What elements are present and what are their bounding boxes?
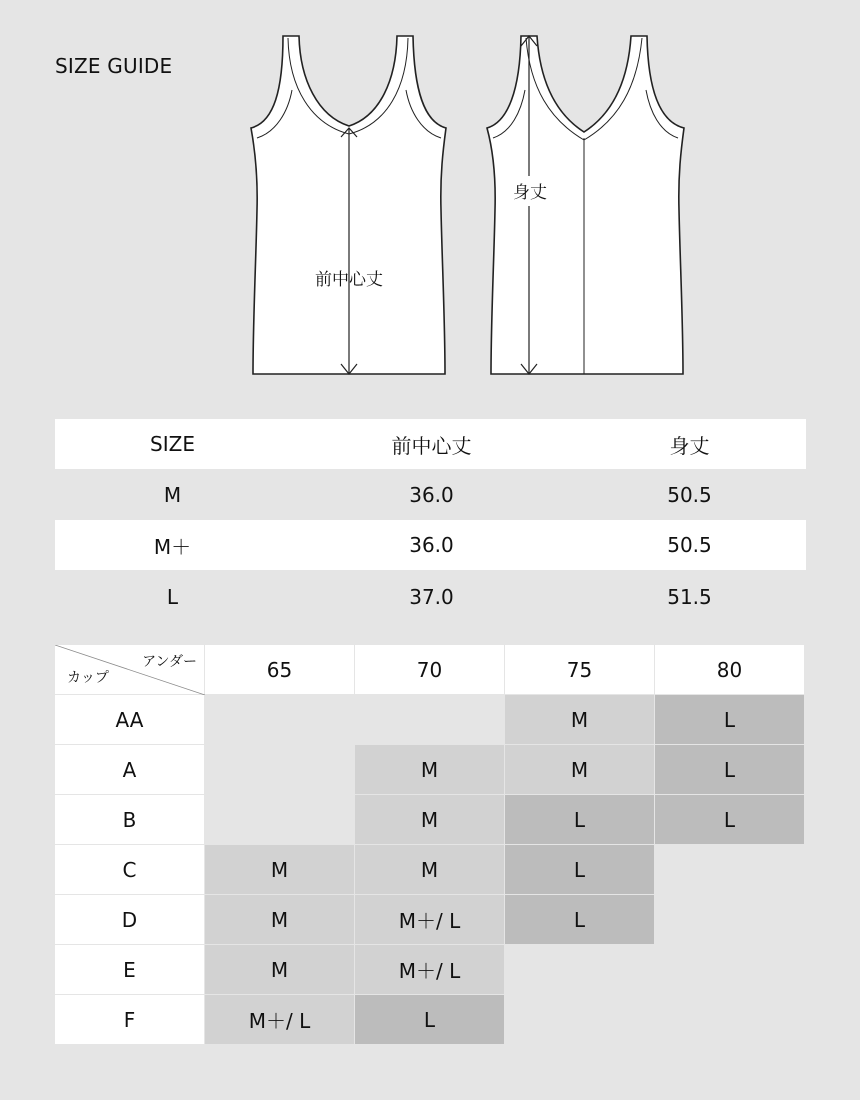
size-cell: M＋ [153,534,192,559]
size-cell: L [166,585,179,609]
grid-cell: L [505,795,655,845]
grid-cell [655,945,805,995]
back-view [487,36,684,374]
column-header: 65 [205,645,355,695]
body-length-cell: 50.5 [667,533,712,557]
cup-row-label: AA [55,695,205,745]
grid-cell: L [355,995,505,1045]
cup-size-grid [55,645,805,1045]
header-body-length: 身丈 [669,433,710,458]
grid-cell: L [505,845,655,895]
cup-row-label: D [55,895,205,945]
cup-row-label: E [55,945,205,995]
back-length-label: 身丈 [513,183,547,203]
front-length-cell: 36.0 [409,482,454,507]
body-length-cell: 50.5 [667,482,712,507]
grid-cell [355,695,505,745]
garment-diagram [0,0,860,400]
cup-row-label: C [55,845,205,895]
cup-label: カップ [67,670,109,686]
grid-cell [655,845,805,895]
underbust-label: アンダー [142,654,197,670]
column-header: 70 [355,645,505,695]
grid-cell: M [505,695,655,745]
size-table [55,419,806,624]
table-row [55,520,806,570]
column-header: 80 [655,645,805,695]
grid-cell: M＋/ L [355,945,505,995]
header-size: SIZE [150,432,195,456]
grid-cell: M [355,745,505,795]
front-length-cell: 36.0 [409,533,454,557]
column-header: 75 [505,645,655,695]
front-length-label: 前中心丈 [315,270,383,290]
grid-cell: L [655,795,805,845]
table-row [55,570,806,624]
size-table-header [55,419,806,469]
grid-cell: M [205,895,355,945]
grid-cell: M [355,795,505,845]
grid-cell: M＋/ L [355,895,505,945]
cup-row-label: B [55,795,205,845]
front-length-cell: 37.0 [409,585,454,609]
front-view [251,36,446,374]
grid-cell: M [205,845,355,895]
grid-cell: M [355,845,505,895]
cup-row-label: A [55,745,205,795]
header-front-length: 前中心丈 [391,433,472,458]
grid-cell: L [505,895,655,945]
corner-header [55,645,205,695]
table-row [55,469,806,520]
cup-row-label: F [55,995,205,1045]
grid-cell: M [505,745,655,795]
grid-cell [505,995,655,1045]
grid-cell [655,895,805,945]
grid-cell [655,995,805,1045]
grid-cell: M＋/ L [205,995,355,1045]
grid-cell [205,795,355,845]
grid-cell: M [205,945,355,995]
grid-cell [205,745,355,795]
grid-cell [205,695,355,745]
grid-cell: L [655,745,805,795]
size-cell: M [163,482,182,507]
body-length-cell: 51.5 [667,585,712,609]
grid-cell [505,945,655,995]
grid-cell: L [655,695,805,745]
page-title: SIZE GUIDE [55,54,173,78]
